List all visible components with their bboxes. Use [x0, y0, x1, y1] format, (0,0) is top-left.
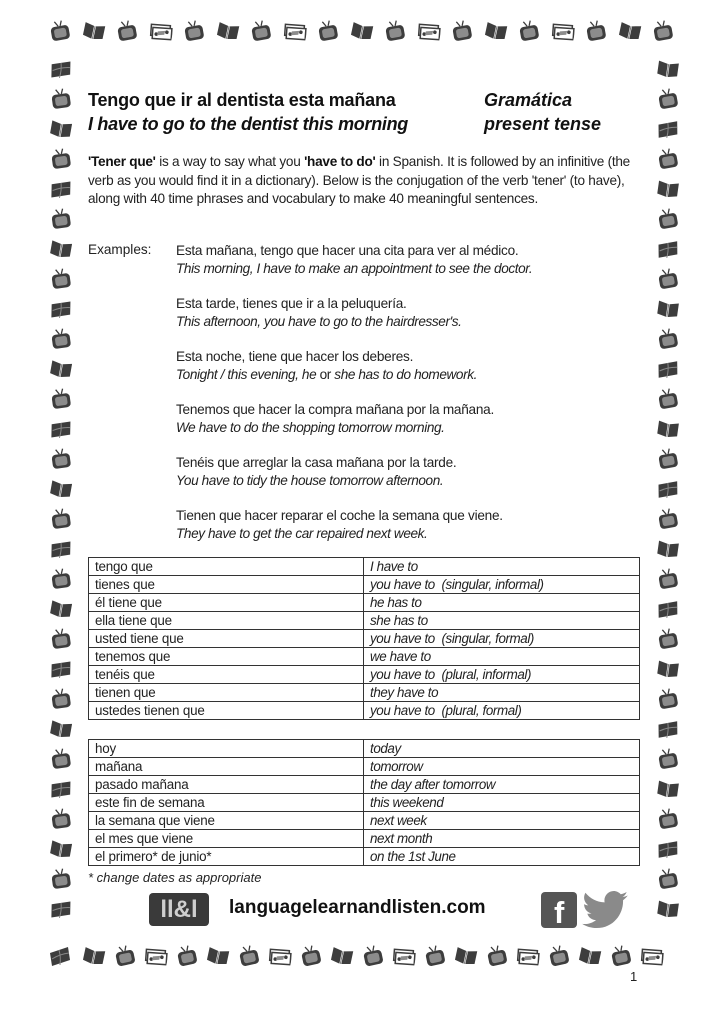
tv-icon: [654, 566, 681, 592]
spanish-cell: el primero* de junio*: [89, 848, 364, 866]
intro-text: in Spanish. It is followed by an infinitive (the verb as you would find it in a dictionary). Below is the conjugation of the verb 'tener' (to have), along with 40 time phrases and vocabulary to make 40 meaningful sentences.: [88, 154, 630, 206]
map-icon: [47, 536, 74, 562]
twitter-icon[interactable]: [582, 891, 628, 929]
english-cell: next month: [364, 830, 640, 848]
spanish-cell: este fin de semana: [89, 794, 364, 812]
money-icon: [142, 943, 170, 970]
english-cell: she has to: [364, 612, 640, 630]
table-row: [89, 576, 640, 594]
tv-icon: [654, 806, 681, 832]
table-row: [89, 830, 640, 848]
english-cell: he has to: [364, 594, 640, 612]
category-label: Gramática: [484, 90, 573, 110]
spanish-cell: él tiene que: [89, 594, 364, 612]
spanish-cell: tengo que: [89, 558, 364, 576]
example-english: We have to do the shopping tomorrow morning.: [176, 420, 445, 435]
tv-icon: [180, 18, 207, 44]
tv-icon: [48, 566, 75, 591]
book-icon: [655, 416, 682, 441]
example-english-part: Tonight / this evening, he: [176, 367, 317, 382]
table-row: [89, 776, 640, 794]
tv-icon: [297, 943, 325, 970]
money-icon: [266, 943, 294, 970]
book-icon: [615, 18, 643, 45]
book-icon: [47, 116, 74, 142]
book-icon: [655, 56, 682, 81]
tv-icon: [654, 506, 681, 532]
tv-icon: [654, 386, 681, 412]
english-cell: on the 1st June: [364, 848, 640, 866]
tv-icon: [545, 943, 573, 970]
spanish-cell: ella tiene que: [89, 612, 364, 630]
tv-icon: [113, 18, 140, 44]
facebook-glyph: f: [554, 895, 565, 930]
website-link[interactable]: languagelearnandlisten.com: [229, 897, 486, 918]
tv-icon: [111, 943, 139, 970]
spanish-cell: tienen que: [89, 684, 364, 702]
english-cell: today: [364, 740, 640, 758]
example-english-part: or: [316, 367, 335, 382]
spanish-cell: hoy: [89, 740, 364, 758]
money-icon: [414, 18, 442, 45]
page-title-english: I have to go to the dentist this morning: [88, 114, 408, 134]
money-icon: [548, 18, 576, 45]
intro-paragraph: [88, 153, 636, 209]
example-sentence: [176, 295, 462, 331]
english-cell: they have to: [364, 684, 640, 702]
book-icon: [655, 176, 682, 201]
money-icon: [390, 943, 418, 970]
map-icon: [47, 296, 74, 322]
tv-icon: [421, 943, 449, 970]
money-icon: [146, 18, 174, 45]
map-icon: [655, 836, 682, 861]
tv-icon: [654, 626, 681, 652]
example-spanish: Tenemos que hacer la compra mañana por la mañana.: [176, 402, 494, 417]
tv-icon: [48, 446, 75, 471]
tv-icon: [235, 943, 263, 970]
example-spanish: Tenéis que arreglar la casa mañana por la tarde.: [176, 455, 457, 470]
map-icon: [48, 945, 72, 967]
tv-icon: [654, 686, 681, 712]
example-spanish: Esta tarde, tienes que ir a la peluquería.: [176, 296, 407, 311]
example-english: They have to get the car repaired next week.: [176, 526, 428, 541]
english-cell: you have to (singular, informal): [364, 576, 640, 594]
example-english-part: she has to do homework.: [334, 367, 477, 382]
example-english: This afternoon, you have to go to the hairdresser's.: [176, 314, 462, 329]
example-sentence: [176, 454, 456, 490]
tv-icon: [48, 626, 75, 651]
spanish-cell: la semana que viene: [89, 812, 364, 830]
tv-icon: [582, 18, 609, 44]
table-row: [89, 794, 640, 812]
spanish-cell: tenéis que: [89, 666, 364, 684]
intro-bold-have-to-do: 'have to do': [304, 154, 376, 169]
tv-icon: [654, 746, 681, 772]
site-logo[interactable]: ll&l: [149, 893, 209, 926]
book-icon: [47, 236, 74, 262]
book-icon: [47, 716, 74, 742]
facebook-icon[interactable]: [541, 892, 577, 928]
book-icon: [47, 836, 74, 862]
tv-icon: [649, 18, 676, 44]
tv-icon: [654, 206, 681, 232]
tv-icon: [48, 386, 75, 411]
tv-icon: [483, 943, 511, 970]
time-phrases-table: [88, 739, 640, 866]
map-icon: [655, 476, 682, 501]
tv-icon: [48, 506, 75, 531]
tv-icon: [654, 866, 681, 892]
tv-icon: [48, 746, 75, 771]
table-row: [89, 684, 640, 702]
table-row: [89, 612, 640, 630]
table-row: [89, 740, 640, 758]
book-icon: [328, 943, 356, 970]
map-icon: [655, 116, 682, 141]
table-row: [89, 812, 640, 830]
map-icon: [47, 416, 74, 442]
book-icon: [47, 356, 74, 382]
map-icon: [47, 656, 74, 682]
example-sentence: [176, 507, 503, 543]
table-row: [89, 594, 640, 612]
tv-icon: [173, 943, 201, 970]
example-spanish: Esta mañana, tengo que hacer una cita para ver al médico.: [176, 243, 519, 258]
footnote: * change dates as appropriate: [88, 870, 262, 885]
spanish-cell: mañana: [89, 758, 364, 776]
spanish-cell: ustedes tienen que: [89, 702, 364, 720]
spanish-cell: pasado mañana: [89, 776, 364, 794]
tv-icon: [48, 86, 75, 111]
conjugation-table: [88, 557, 640, 720]
english-cell: you have to (singular, formal): [364, 630, 640, 648]
english-cell: this weekend: [364, 794, 640, 812]
table-row: [89, 648, 640, 666]
tv-icon: [654, 446, 681, 472]
tv-icon: [381, 18, 408, 44]
map-icon: [47, 176, 74, 202]
spanish-cell: el mes que viene: [89, 830, 364, 848]
tv-icon: [654, 146, 681, 172]
english-cell: next week: [364, 812, 640, 830]
map-icon: [655, 356, 682, 381]
table-row: [89, 848, 640, 866]
table-row: [89, 702, 640, 720]
money-icon: [514, 943, 542, 970]
example-spanish: Esta noche, tiene que hacer los deberes.: [176, 349, 414, 364]
book-icon: [655, 776, 682, 801]
book-icon: [204, 943, 232, 970]
map-icon: [655, 596, 682, 621]
tv-icon: [654, 266, 681, 292]
table-row: [89, 630, 640, 648]
page-title-spanish: Tengo que ir al dentista esta mañana: [88, 90, 396, 110]
example-spanish: Tienen que hacer reparar el coche la semana que viene.: [176, 508, 503, 523]
book-icon: [576, 943, 604, 970]
book-icon: [80, 943, 108, 970]
tv-icon: [48, 266, 75, 291]
tv-icon: [515, 18, 542, 44]
intro-text: is a way to say what you: [155, 154, 305, 169]
money-icon: [280, 18, 308, 45]
spanish-cell: tienes que: [89, 576, 364, 594]
tv-icon: [48, 686, 75, 711]
book-icon: [655, 536, 682, 561]
map-icon: [47, 776, 74, 802]
map-icon: [47, 56, 74, 82]
english-cell: you have to (plural, informal): [364, 666, 640, 684]
tv-icon: [654, 86, 681, 112]
book-icon: [347, 18, 375, 45]
book-icon: [47, 476, 74, 502]
map-icon: [47, 896, 74, 922]
book-icon: [655, 896, 682, 921]
example-english: You have to tidy the house tomorrow afternoon.: [176, 473, 444, 488]
tv-icon: [48, 326, 75, 351]
tv-icon: [48, 146, 75, 171]
intro-bold-tener-que: 'Tener que': [88, 154, 156, 169]
example-sentence: [176, 242, 532, 278]
table-row: [89, 666, 640, 684]
book-icon: [655, 656, 682, 681]
book-icon: [213, 18, 241, 45]
tv-icon: [654, 326, 681, 352]
tv-icon: [46, 18, 73, 44]
tv-icon: [48, 806, 75, 831]
book-icon: [655, 296, 682, 321]
table-row: [89, 758, 640, 776]
table-row: [89, 558, 640, 576]
tv-icon: [48, 206, 75, 231]
tense-label: present tense: [484, 114, 602, 134]
book-icon: [481, 18, 509, 45]
english-cell: I have to: [364, 558, 640, 576]
tv-icon: [448, 18, 475, 44]
money-icon: [638, 943, 666, 970]
english-cell: tomorrow: [364, 758, 640, 776]
examples-label: Examples:: [88, 242, 152, 257]
tv-icon: [314, 18, 341, 44]
spanish-cell: tenemos que: [89, 648, 364, 666]
spanish-cell: usted tiene que: [89, 630, 364, 648]
example-sentence: [176, 401, 494, 437]
example-english: [176, 366, 477, 384]
example-sentence: [176, 348, 477, 384]
book-icon: [47, 596, 74, 622]
tv-icon: [247, 18, 274, 44]
english-cell: you have to (plural, formal): [364, 702, 640, 720]
book-icon: [452, 943, 480, 970]
map-icon: [655, 716, 682, 741]
page-number: 1: [630, 969, 638, 984]
map-icon: [655, 236, 682, 261]
tv-icon: [607, 943, 635, 970]
book-icon: [79, 18, 107, 45]
english-cell: we have to: [364, 648, 640, 666]
example-english: This morning, I have to make an appointment to see the doctor.: [176, 261, 533, 276]
tv-icon: [359, 943, 387, 970]
tv-icon: [48, 866, 75, 891]
english-cell: the day after tomorrow: [364, 776, 640, 794]
